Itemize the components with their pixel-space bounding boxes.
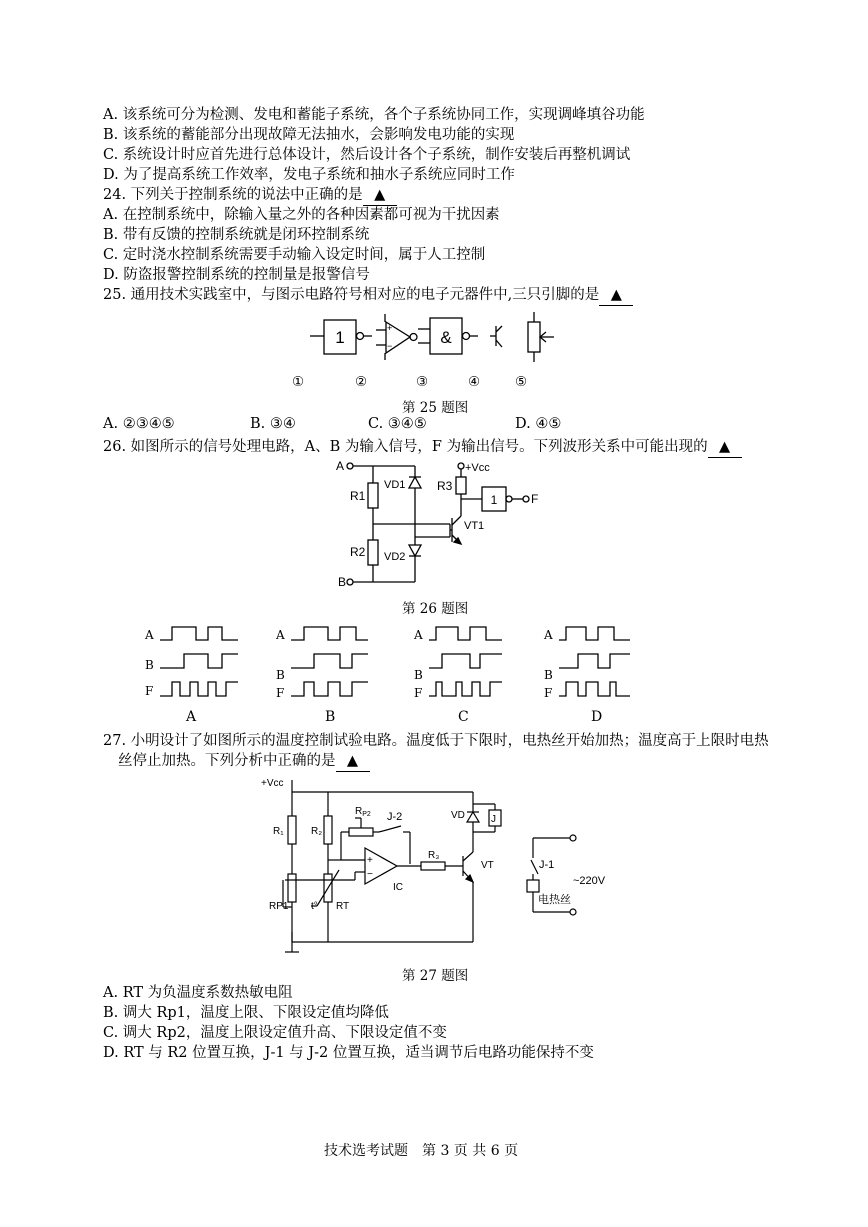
q26-label-b: B bbox=[338, 575, 347, 589]
q26-label-r3: R3 bbox=[437, 479, 453, 493]
q24-option-b: B. 带有反馈的控制系统就是闭环控制系统 bbox=[103, 227, 370, 243]
q27-label-ic: IC bbox=[393, 882, 403, 893]
wave-c-row-b-label: B bbox=[414, 668, 423, 682]
q26-gate-label: 1 bbox=[490, 493, 498, 507]
q26-label-vcc: +Vcc bbox=[465, 462, 490, 474]
q27-option-a: A. RT 为负温度系数热敏电阻 bbox=[103, 985, 293, 1001]
q25-symbol-label-4: ④ bbox=[468, 374, 481, 390]
q26-waveforms bbox=[150, 620, 640, 700]
q27-label-220v: ~220V bbox=[573, 875, 606, 887]
q25-option-a: A. ②③④⑤ bbox=[103, 416, 175, 432]
q27-label-j: J bbox=[491, 814, 496, 825]
wave-a-row-a-label: A bbox=[145, 628, 154, 642]
q27-label-rt: RT bbox=[336, 901, 350, 912]
q24-option-a: A. 在控制系统中，除输入量之外的各种因素都可视为干扰因素 bbox=[103, 207, 500, 223]
q25-figure bbox=[300, 310, 560, 370]
q25-symbol-label-3: ③ bbox=[416, 374, 429, 390]
q27-label-r2: R₂ bbox=[311, 826, 323, 837]
wave-option-a-label: A bbox=[186, 709, 197, 725]
wave-d-row-f-label: F bbox=[544, 686, 553, 700]
wave-a-row-f-label: F bbox=[145, 684, 154, 698]
q25-stem bbox=[103, 285, 633, 306]
q23-option-d: D. 为了提高系统工作效率，发电子系统和抽水子系统应同时工作 bbox=[103, 167, 515, 183]
q24-stem-text: 24. 下列关于控制系统的说法中正确的是 bbox=[103, 187, 363, 203]
q27-label-rp2: $R_{P2}$ bbox=[355, 806, 371, 818]
q27-caption: 第 27 题图 bbox=[402, 968, 469, 984]
q25-opamp-plus: + bbox=[387, 323, 393, 333]
q25-symbol-label-1: ① bbox=[292, 374, 305, 390]
q23-option-b: B. 该系统的蓄能部分出现故障无法抽水，会影响发电功能的实现 bbox=[103, 127, 515, 143]
q26-label-a: A bbox=[336, 459, 345, 473]
wave-c-row-f-label: F bbox=[414, 686, 423, 700]
q27-blank: ▲ bbox=[336, 751, 370, 772]
wave-d-row-a-label: A bbox=[544, 628, 553, 642]
wave-c-row-a-label: A bbox=[414, 628, 423, 642]
q27-stem-text: 丝停止加热。下列分析中正确的是 bbox=[118, 753, 336, 769]
q27-circuit bbox=[255, 772, 605, 967]
q26-label-r2: R2 bbox=[350, 545, 366, 559]
q27-label-plus: + bbox=[367, 855, 373, 866]
q27-label-j2: J-2 bbox=[387, 811, 403, 823]
q25-opamp-minus: − bbox=[387, 341, 393, 351]
q27-option-b: B. 调大 Rp1，温度上限、下限设定值均降低 bbox=[103, 1005, 389, 1021]
q24-blank: ▲ bbox=[363, 185, 397, 206]
q25-and-gate-label: & bbox=[440, 328, 452, 347]
wave-option-d-label: D bbox=[591, 709, 603, 725]
q26-caption: 第 26 题图 bbox=[402, 601, 469, 617]
q24-option-d: D. 防盗报警控制系统的控制量是报警信号 bbox=[103, 267, 370, 283]
q25-not-gate-label: 1 bbox=[335, 328, 345, 347]
q25-blank: ▲ bbox=[599, 285, 633, 306]
q27-option-c: C. 调大 Rp2，温度上限设定值升高、下限设定值不变 bbox=[103, 1025, 447, 1041]
q25-symbol-label-5: ⑤ bbox=[515, 374, 528, 390]
q26-stem-text: 26. 如图所示的信号处理电路，A、B 为输入信号，F 为输出信号。下列波形关系中可能出现的 bbox=[103, 439, 708, 455]
q26-label-r1: R1 bbox=[350, 489, 366, 503]
q27-stem-line2 bbox=[118, 751, 370, 772]
q27-option-d: D. RT 与 R2 位置互换，J-1 与 J-2 位置互换，适当调节后电路功能保持不变 bbox=[103, 1045, 594, 1061]
q26-circuit bbox=[330, 455, 560, 590]
q26-label-vt1: VT1 bbox=[464, 520, 485, 532]
q24-option-c: C. 定时浇水控制系统需要手动输入设定时间，属于人工控制 bbox=[103, 247, 486, 263]
q25-stem-text: 25. 通用技术实践室中，与图示电路符号相对应的电子元器件中,三只引脚的是 bbox=[103, 287, 600, 303]
q27-label-heater: 电热丝 bbox=[538, 894, 571, 906]
wave-a-row-b-label: B bbox=[145, 658, 154, 672]
q27-label-minus: − bbox=[367, 869, 373, 880]
q27-label-vd: VD bbox=[451, 810, 465, 821]
q27-label-t: t° bbox=[311, 901, 318, 912]
q26-blank: ▲ bbox=[708, 437, 742, 458]
q27-label-r3: R₃ bbox=[428, 850, 440, 861]
q25-option-c: C. ③④⑤ bbox=[368, 416, 427, 432]
q24-stem bbox=[103, 185, 397, 206]
wave-option-c-label: C bbox=[458, 709, 469, 725]
q25-symbol-label-2: ② bbox=[355, 374, 368, 390]
wave-b-row-b-label: B bbox=[276, 668, 285, 682]
q26-label-vd2: VD2 bbox=[384, 551, 406, 563]
q27-label-rp1: RP1 bbox=[269, 901, 289, 912]
wave-b-row-a-label: A bbox=[276, 628, 285, 642]
q26-label-vd1: VD1 bbox=[384, 479, 406, 491]
q23-option-c: C. 系统设计时应首先进行总体设计，然后设计各个子系统，制作安装后再整机调试 bbox=[103, 147, 631, 163]
q23-option-a: A. 该系统可分为检测、发电和蓄能子系统，各个子系统协同工作，实现调峰填谷功能 bbox=[103, 107, 645, 123]
wave-option-b-label: B bbox=[325, 709, 336, 725]
q25-option-b: B. ③④ bbox=[250, 416, 296, 432]
q27-stem-line1: 27. 小明设计了如图所示的温度控制试验电路。温度低于下限时，电热丝开始加热；温度高于上限时电热 bbox=[103, 733, 769, 749]
q27-label-j1: J-1 bbox=[539, 859, 555, 871]
q26-label-f: F bbox=[531, 492, 539, 506]
page-footer: 技术选考试题 第 3 页 共 6 页 bbox=[324, 1143, 519, 1159]
q27-label-vt: VT bbox=[481, 860, 494, 871]
q25-caption: 第 25 题图 bbox=[402, 400, 469, 416]
wave-b-row-f-label: F bbox=[276, 686, 285, 700]
q27-label-vcc: +Vcc bbox=[261, 778, 284, 789]
q27-label-r1: R₁ bbox=[273, 826, 284, 837]
wave-d-row-b-label: B bbox=[544, 668, 553, 682]
q25-option-d: D. ④⑤ bbox=[515, 416, 562, 432]
